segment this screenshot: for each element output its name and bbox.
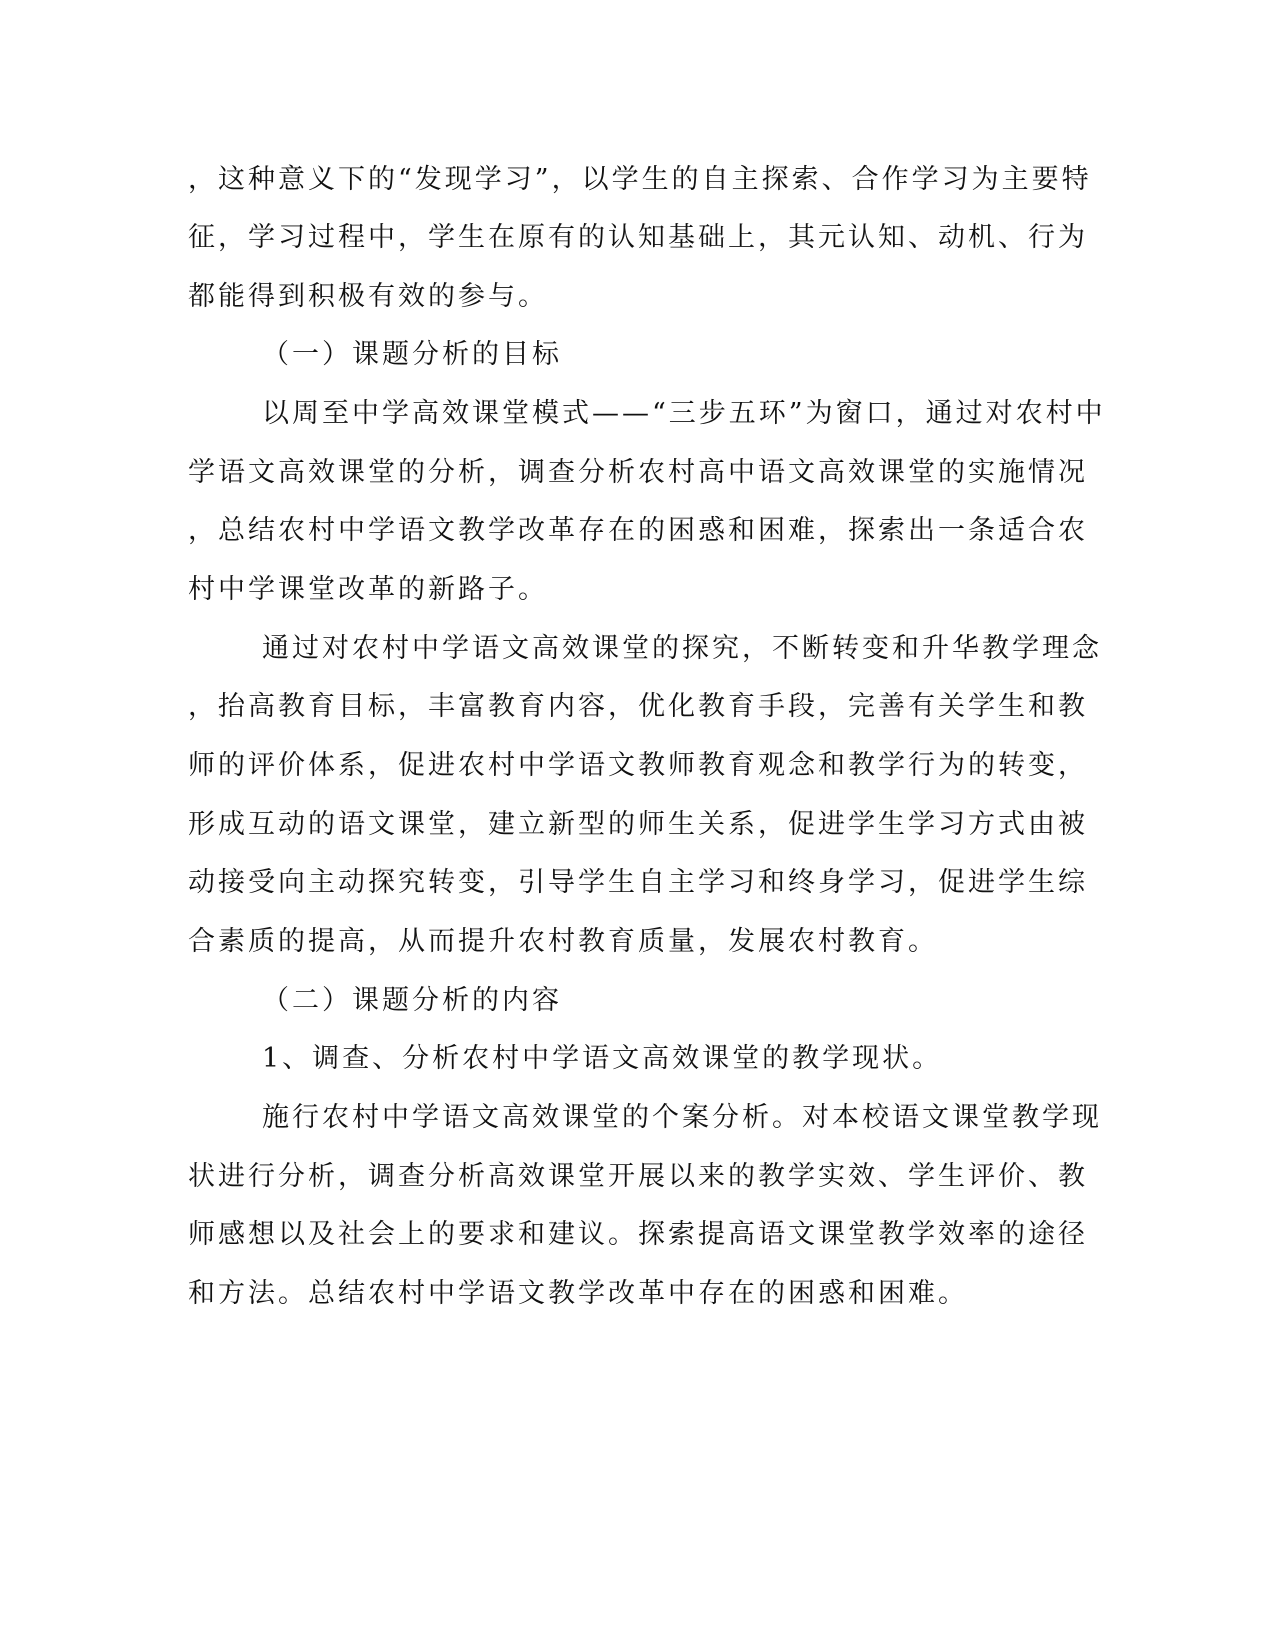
text-line: ，抬高教育目标，丰富教育内容，优化教育手段，完善有关学生和教	[188, 691, 1088, 722]
text-line: 以周至中学高效课堂模式——“三步五环”为窗口，通过对农村中	[262, 398, 1106, 429]
text-line: 状进行分析，调查分析高效课堂开展以来的教学实效、学生评价、教	[188, 1161, 1088, 1192]
text-line: ，总结农村中学语文教学改革存在的困惑和困难，探索出一条适合农	[188, 515, 1088, 546]
section-heading: （二）课题分析的内容	[262, 985, 562, 1016]
text-line: 和方法。总结农村中学语文教学改革中存在的困惑和困难。	[188, 1278, 968, 1309]
text-line: 村中学课堂改革的新路子。	[188, 574, 548, 605]
text-line: 通过对农村中学语文高效课堂的探究，不断转变和升华教学理念	[262, 633, 1102, 664]
text-line: 学语文高效课堂的分析，调查分析农村高中语文高效课堂的实施情况	[188, 457, 1088, 488]
text-line: 师的评价体系，促进农村中学语文教师教育观念和教学行为的转变，	[188, 750, 1088, 781]
text-line: 师感想以及社会上的要求和建议。探索提高语文课堂教学效率的途径	[188, 1219, 1088, 1250]
text-line: 合素质的提高，从而提升农村教育质量，发展农村教育。	[188, 926, 938, 957]
text-line: 动接受向主动探究转变，引导学生自主学习和终身学习，促进学生综	[188, 867, 1088, 898]
text-line: 1、调查、分析农村中学语文高效课堂的教学现状。	[262, 1043, 943, 1074]
text-line: 征，学习过程中，学生在原有的认知基础上，其元认知、动机、行为	[188, 222, 1088, 253]
section-heading: （一）课题分析的目标	[262, 339, 562, 370]
text-line: 都能得到积极有效的参与。	[188, 281, 548, 312]
text-line: ，这种意义下的“发现学习”，以学生的自主探索、合作学习为主要特	[188, 164, 1092, 195]
text-line: 施行农村中学语文高效课堂的个案分析。对本校语文课堂教学现	[262, 1102, 1102, 1133]
text-line: 形成互动的语文课堂，建立新型的师生关系，促进学生学习方式由被	[188, 809, 1088, 840]
